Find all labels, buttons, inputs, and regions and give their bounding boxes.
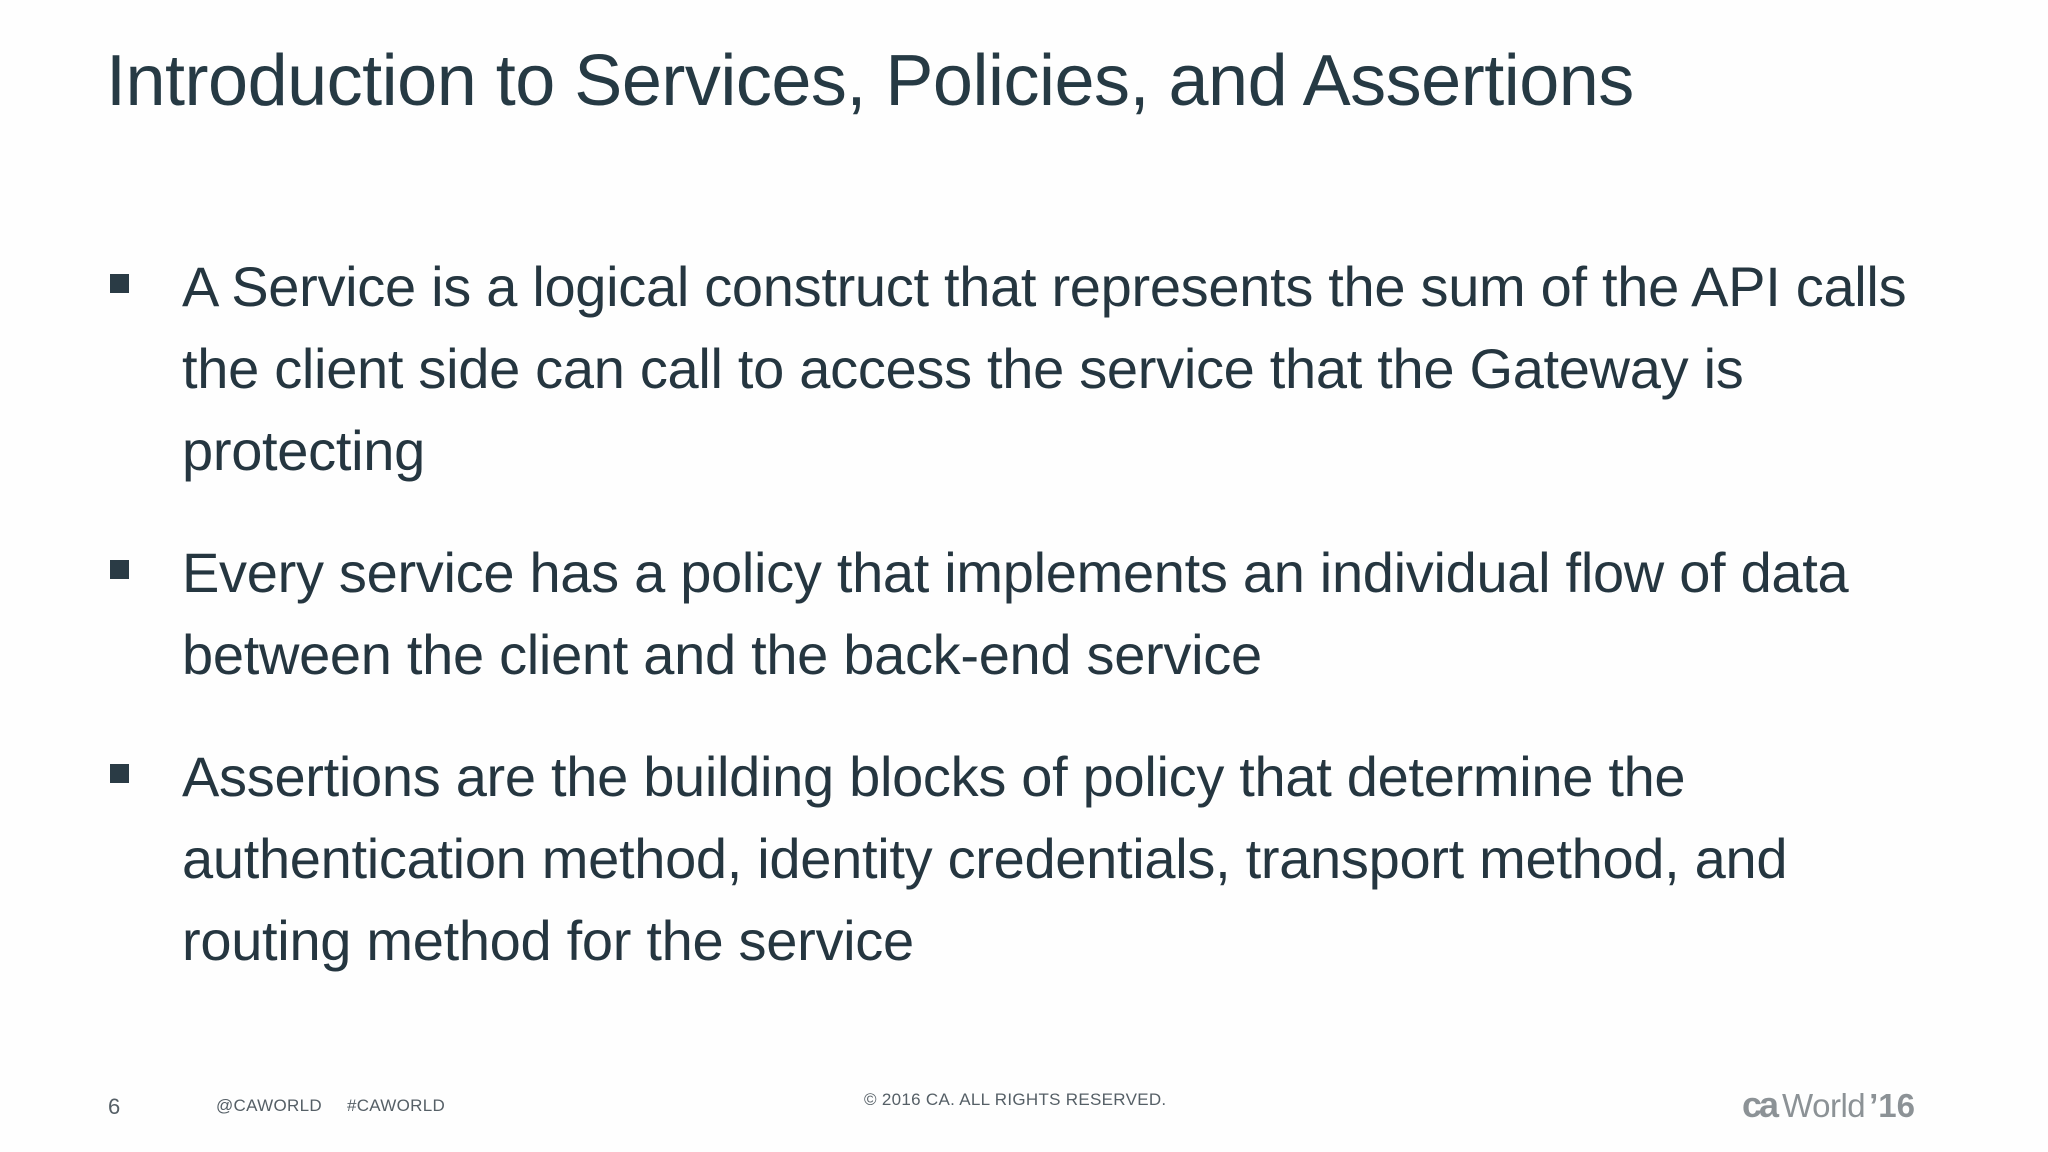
slide-title: Introduction to Services, Policies, and Assertions: [106, 41, 1634, 121]
square-bullet-icon: [110, 764, 129, 783]
ca-world-logo: [1742, 1084, 1915, 1128]
bullet-item: [110, 532, 1960, 696]
bullet-text: Assertions are the building blocks of policy that determine the authentication method, identity credentials, transport method, and routing method for the service: [182, 745, 1788, 972]
twitter-handle: @CAWORLD: [216, 1096, 322, 1115]
hashtag: #CAWORLD: [346, 1096, 446, 1115]
logo-ca-mark: ca: [1742, 1084, 1777, 1125]
logo-year-text: ’16: [1869, 1087, 1915, 1124]
bullet-text: Every service has a policy that implements an individual flow of data between the client and the back-end service: [182, 541, 1849, 686]
square-bullet-icon: [110, 560, 129, 579]
logo-world-text: World: [1782, 1087, 1866, 1124]
bullet-list: [110, 246, 1960, 1022]
bullet-item: [110, 736, 1960, 982]
square-bullet-icon: [110, 274, 129, 293]
bullet-text: A Service is a logical construct that represents the sum of the API calls the client side can call to access the service that the Gateway is protecting: [182, 255, 1907, 482]
slide-footer: [0, 1080, 2048, 1140]
page-number: 6: [108, 1094, 121, 1119]
bullet-item: [110, 246, 1960, 492]
social-handles: [216, 1096, 445, 1116]
copyright-notice: © 2016 CA. ALL RIGHTS RESERVED.: [864, 1090, 1167, 1109]
